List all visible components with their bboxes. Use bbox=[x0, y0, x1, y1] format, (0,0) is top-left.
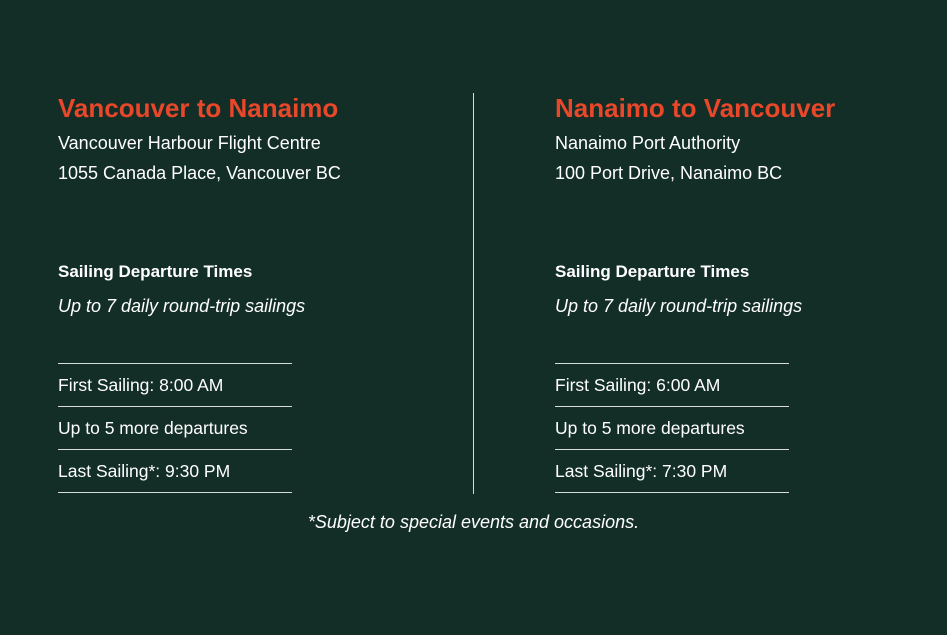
departure-location-address: 100 Port Drive, Nanaimo BC bbox=[555, 163, 783, 183]
sailing-row-last: Last Sailing*: 7:30 PM bbox=[555, 450, 789, 493]
schedule-heading: Sailing Departure Times bbox=[58, 262, 253, 281]
route-column-vancouver-to-nanaimo bbox=[58, 88, 458, 481]
sailing-row-last: Last Sailing*: 9:30 PM bbox=[58, 450, 292, 493]
departure-location-name: Nanaimo Port Authority bbox=[555, 133, 741, 153]
departure-location-name: Vancouver Harbour Flight Centre bbox=[58, 133, 321, 153]
schedule-subheading: Up to 7 daily round-trip sailings bbox=[58, 296, 306, 316]
route-title: Nanaimo to Vancouver bbox=[555, 93, 836, 123]
footnote: *Subject to special events and occasions. bbox=[307, 512, 640, 532]
route-column-nanaimo-to-vancouver bbox=[555, 88, 947, 481]
sailing-row-more: Up to 5 more departures bbox=[58, 407, 292, 450]
sailing-row-more: Up to 5 more departures bbox=[555, 407, 789, 450]
column-divider bbox=[473, 93, 474, 494]
departure-location-address: 1055 Canada Place, Vancouver BC bbox=[58, 163, 341, 183]
schedule-heading: Sailing Departure Times bbox=[555, 262, 750, 281]
sailing-row-first: First Sailing: 6:00 AM bbox=[555, 364, 789, 407]
sailing-list bbox=[58, 363, 292, 493]
route-title: Vancouver to Nanaimo bbox=[58, 93, 339, 123]
sailing-list bbox=[555, 363, 789, 493]
schedule-subheading: Up to 7 daily round-trip sailings bbox=[555, 296, 803, 316]
sailing-row-first: First Sailing: 8:00 AM bbox=[58, 364, 292, 407]
